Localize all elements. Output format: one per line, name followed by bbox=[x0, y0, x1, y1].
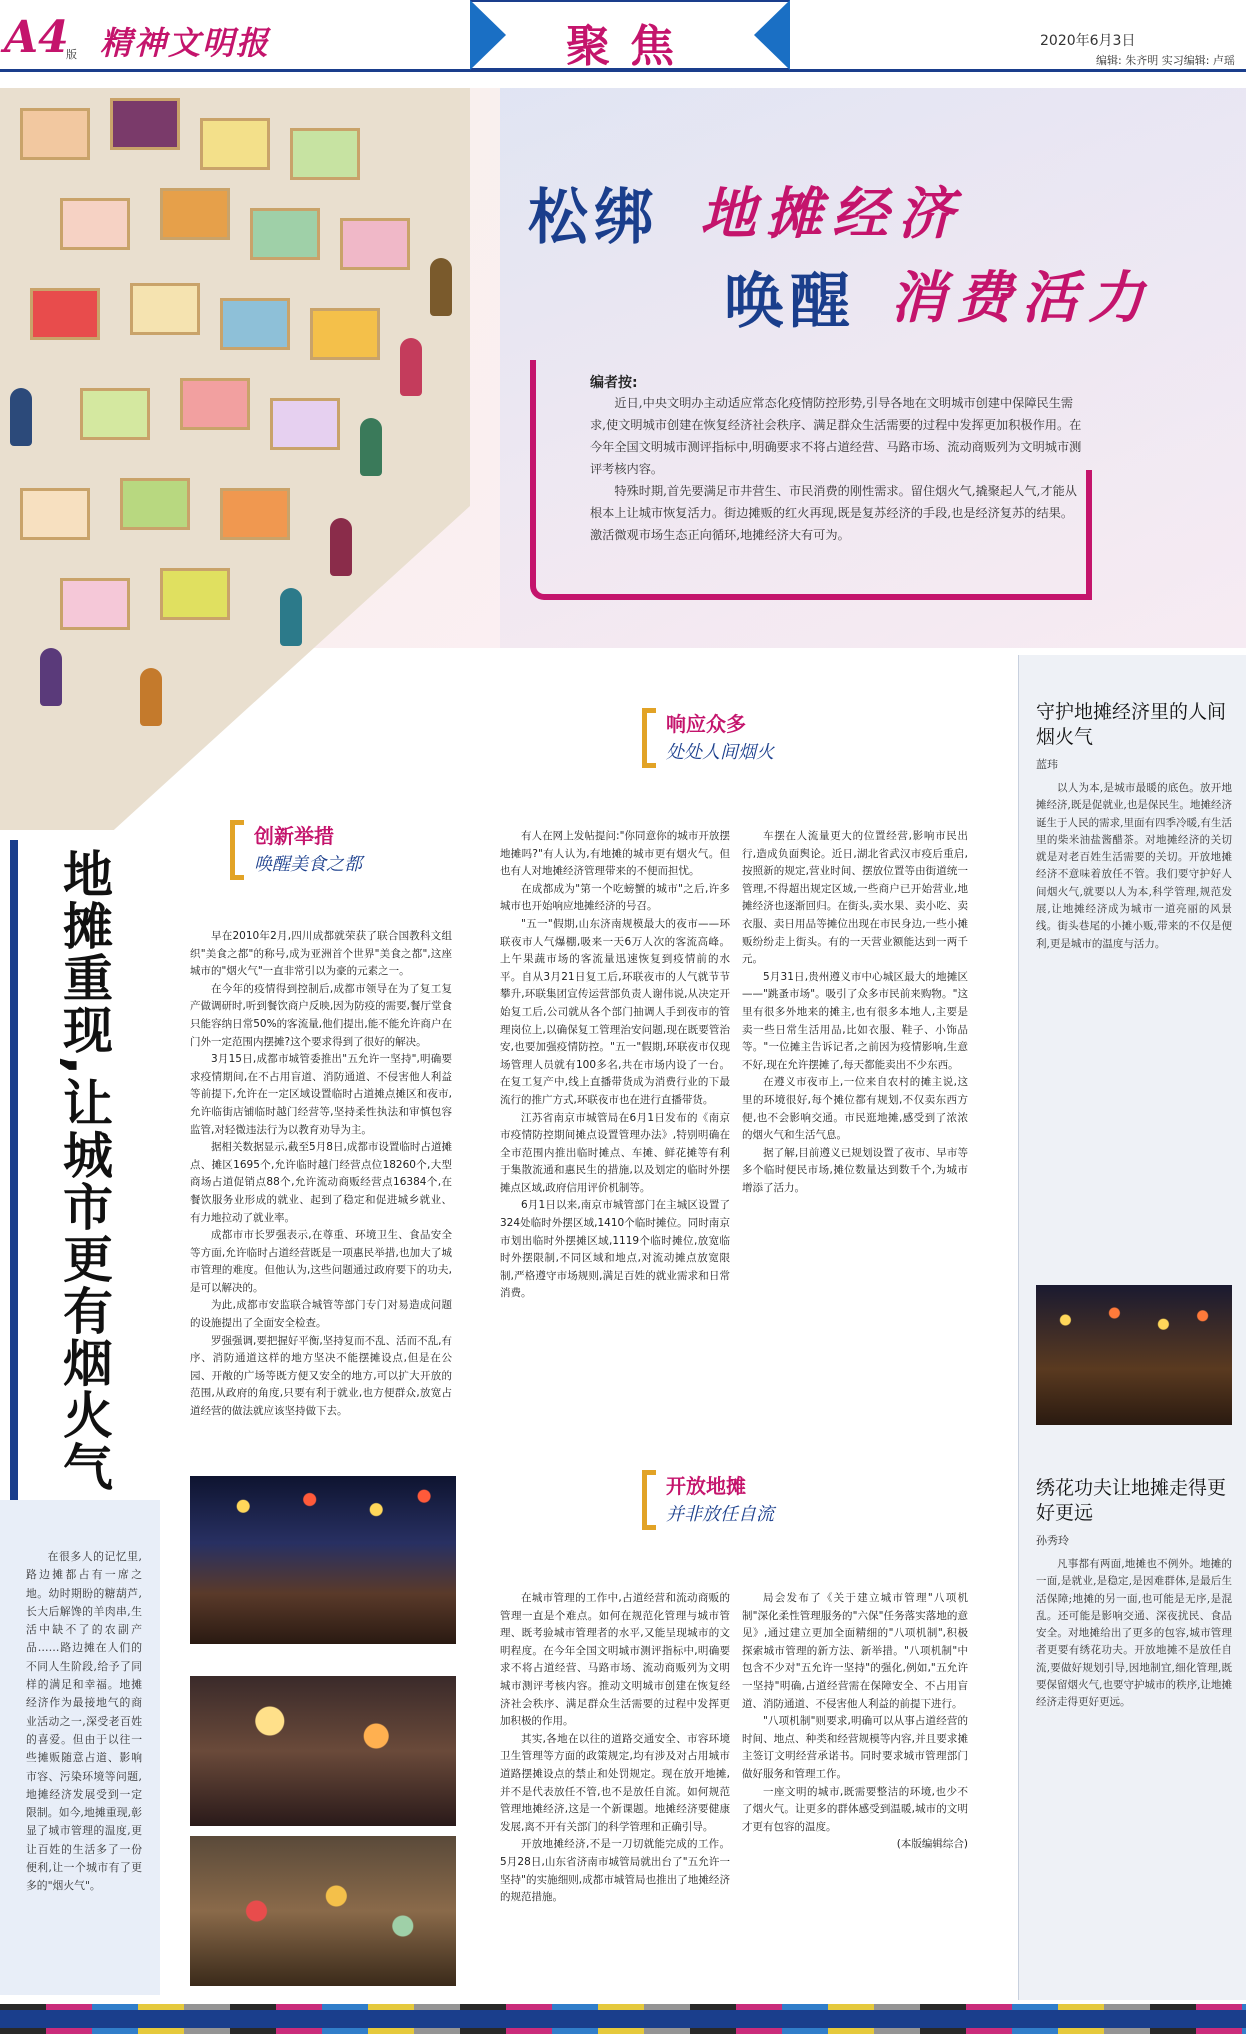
section-left-arrow-icon bbox=[470, 0, 506, 70]
section-title: 响应众多 bbox=[666, 712, 746, 736]
page-number: A4 bbox=[4, 12, 69, 63]
page-suffix: 版 bbox=[66, 48, 77, 61]
section-right-arrow-icon bbox=[754, 0, 790, 70]
article-column-4 bbox=[500, 1590, 730, 1990]
footer-band bbox=[0, 2010, 1246, 2028]
article-paragraph: 在遵义市夜市上,一位来自农村的摊主说,这里的环境很好,每个摊位都有规划,不仅卖东西方便,也不会影响交通。市民逛地摊,感受到了浓浓的烟火气和生活气息。 bbox=[742, 1076, 968, 1142]
article-paragraph: 据了解,目前遵义已规划设置了夜市、早市等多个临时便民市场,摊位数量达到数千个,为城市增添了活力。 bbox=[742, 1146, 968, 1194]
article-column-2 bbox=[500, 828, 730, 1448]
article-byline: (本版编辑综合) bbox=[896, 1838, 968, 1851]
commentary-2-body: 凡事都有两面,地摊也不例外。地摊的一面,是就业,是稳定,是因难群体,是最后生活保障;地摊的另一面,也可能是无序,是混乱。还可能是影响交通、深夜扰民、食品安全。对地摊给出了更多的包容,城市管理者更要有绣花功夫。开放地摊不是放任自流,要做好规划引导,因地制宜,细化管理,既要保留烟火气,也要守护城市的秩序,让地摊经济走得更好更远。 bbox=[1036, 1558, 1232, 1709]
section-title: 开放地摊 bbox=[666, 1474, 746, 1498]
article-paragraph: 据相关数据显示,截至5月8日,成都市设置临时占道摊点、摊区1695个,允许临时越门经营点位18260个,大型商场占道促销点88个,允许流动商贩经营点16384个,在餐饮服务业形成的就业、起到了稳定和促进城乡就业、有力地拉动了就业率。 bbox=[190, 1141, 452, 1224]
issue-date: 2020年6月3日 bbox=[1040, 33, 1136, 49]
section-subtitle: 唤醒美食之都 bbox=[254, 854, 362, 875]
commentary-1-body: 以人为本,是城市最暖的底色。放开地摊经济,既是促就业,也是保民生。地摊经济诞生于人民的需求,里面有四季冷暖,有生活里的柴米油盐酱醋茶。对地摊经济的关切就是对老百姓生活需要的关切。开放地摊经济不意味着放任不管。我们要守护好人间烟火气,就要以人为本,科学管理,规范发展,让地摊经济成为城市一道亮丽的风景线。街头巷尾的小摊小贩,带来的不仅是便利,更是城市的温度与活力。 bbox=[1036, 782, 1232, 950]
main-article-title: 地摊重现,让城市更有烟火气 bbox=[55, 848, 113, 1493]
night-market-photo-2 bbox=[190, 1676, 456, 1826]
section-bracket-icon bbox=[230, 820, 244, 880]
article-paragraph: 6月1日以来,南京市城管部门在主城区设置了324处临时外摆区域,1410个临时摊位。同时南京市划出临时外摆摊区域,1119个临时摊位,放宽临时外摆限制,不同区域和地点,对流动摊点放宽限制,严格遵守市场规则,满足百姓的就业需求和日常消费。 bbox=[500, 1199, 730, 1300]
commentary-2-title: 绣花功夫让地摊走得更好更远 bbox=[1036, 1477, 1227, 1524]
article-paragraph: 在今年的疫情得到控制后,成都市领导在为了复工复产做调研时,听到餐饮商户反映,因为防疫的需要,餐厅堂食只能容纳日常50%的客流量,他们提出,能不能允许商户在门外一定范围内摆摊?这个要求得到了很好的解决。 bbox=[190, 982, 452, 1048]
article-paragraph: "五一"假期,山东济南规模最大的夜市——环联夜市人气爆棚,吸来一天6万人次的客流高峰。上午果蔬市场的客流量迅速恢复到疫情前的水平。自从3月21日复工后,环联夜市的人气就节节攀升,环联集团宣传运营部负责人谢伟说,从决定开始复工后,公司就从各个部门抽调人手到夜市的管理岗位上,以确保复工管理治安问题,现在既要管治安,也要加强疫情防控。"五一"假期,环联夜市仅现场管理人员就有100多名,共在市场内设了一台。在复工复产中,线上直播带货成为消费行业的下最流行的推广方式,环联夜市也在进行直播带货。 bbox=[500, 917, 730, 1106]
section-name: 聚焦 bbox=[566, 21, 694, 72]
article-paragraph: 在成都成为"第一个吃螃蟹的城市"之后,许多城市也开始响应地摊经济的号召。 bbox=[500, 882, 730, 913]
section-bracket-icon bbox=[642, 708, 656, 768]
fruit-stall-photo bbox=[190, 1836, 456, 1986]
editor-note-paragraph: 特殊时期,首先要满足市井营生、市民消费的刚性需求。留住烟火气,撬聚起人气,才能从根本上让城市恢复活力。街边摊贩的红火再现,既是复苏经济的手段,也是经济复苏的结果。激活微观市场生态正向循环,地摊经济大有可为。 bbox=[590, 484, 1077, 542]
night-market-photo-1 bbox=[190, 1476, 456, 1644]
commentary-2-author: 孙秀玲 bbox=[1036, 1534, 1069, 1547]
headline-line1-tail: 地摊经济 bbox=[700, 181, 964, 247]
commentary-1-author: 蓝玮 bbox=[1036, 758, 1058, 771]
article-paragraph: 有人在网上发帖提问:"你同意你的城市开放摆地摊吗?"有人认为,有地摊的城市更有烟火气。但也有人对地摊经济管理带来的不便而担忧。 bbox=[500, 830, 730, 878]
article-paragraph: 局会发布了《关于建立城市管理"八项机制"深化柔性管理服务的"六保"任务落实落地的意见》,通过建立更加全面精细的"八项机制",积极探索城市管理的新方法、新举措。"八项机制"中包含不少对"五允许一坚持"的强化,例如,"五允许一坚持"明确,占道经营需在保障安全、不占用盲道、消防通道、不侵害他人利益的前提下进行。 bbox=[742, 1592, 968, 1710]
commentary-1-title: 守护地摊经济里的人间烟火气 bbox=[1036, 701, 1227, 748]
article-paragraph: "八项机制"则要求,明确可以从事占道经营的时间、地点、种类和经营规模等内容,并且要求摊主签订文明经营承诺书。同时要求城市管理部门做好服务和管理工作。 bbox=[742, 1715, 968, 1780]
headline-line2-tail: 消费活力 bbox=[890, 265, 1154, 331]
headline-line2-lead: 唤醒 bbox=[724, 267, 856, 337]
section-subtitle: 处处人间烟火 bbox=[666, 742, 774, 763]
editor-note-paragraph: 近日,中央文明办主动适应常态化疫情防控形势,引导各地在文明城市创建中保障民生需求,使文明城市创建在恢复经济社会秩序、满足群众生活需要的过程中发挥更加积极作用。在今年全国文明城市测评指标中,明确要求不将占道经营、马路市场、流动商贩列为文明城市测评考核内容。 bbox=[590, 396, 1082, 476]
article-paragraph: 为此,成都市安监联合城管等部门专门对易造成问题的设施提出了全面安全检查。 bbox=[190, 1299, 452, 1330]
editor-note-label: 编者按: bbox=[590, 375, 638, 391]
article-paragraph: 开放地摊经济,不是一刀切就能完成的工作。5月28日,山东省济南市城管局就出台了"五允许一坚持"的实施细则,成都市城管局也推出了地摊经济的规范措施。 bbox=[500, 1838, 730, 1904]
newspaper-name: 精神文明报 bbox=[100, 24, 271, 62]
section-bracket-icon bbox=[642, 1470, 656, 1530]
market-illustration bbox=[0, 88, 470, 848]
article-paragraph: 其实,各地在以往的道路交通安全、市容环境卫生管理等方面的政策规定,均有涉及对占用城市道路摆摊设点的禁止和处罚规定。现在放开地摊,并不是代表放任不管,也不是放任自流。如何规范管理地摊经济,这是一个新课题。地摊经济要健康发展,离不开有关部门的科学管理和正确引导。 bbox=[500, 1732, 730, 1833]
article-column-1 bbox=[190, 928, 452, 1448]
section-title: 创新举措 bbox=[254, 824, 334, 848]
article-paragraph: 3月15日,成都市城管委推出"五允许一坚持",明确要求疫情期间,在不占用盲道、消防通道、不侵害他人利益等前提下,允许在一定区域设置临时占道摊点摊区和夜市,允许临街店铺临时越门经营等,坚持柔性执法和审慎包容监管,对轻微违法行为以教育劝导为主。 bbox=[190, 1053, 452, 1136]
article-paragraph: 一座文明的城市,既需要整洁的环境,也少不了烟火气。让更多的群体感受到温暖,城市的文明才更有包容的温度。 bbox=[742, 1785, 968, 1833]
night-street-photo bbox=[1036, 1285, 1232, 1425]
article-paragraph: 在城市管理的工作中,占道经营和流动商贩的管理一直是个难点。如何在规范化管理与城市管理、既考验城市管理者的水平,又能呈现城市的文明程度。在今年全国文明城市测评指标中,明确要求不将占道经营、马路市场、流动商贩列为文明城市测评考核内容。推动文明城市创建在恢复经济社会秩序、满足群众生活需要的过程中发挥更加积极的作用。 bbox=[500, 1592, 730, 1728]
article-paragraph: 早在2010年2月,四川成都就荣获了联合国教科文组织"美食之都"的称号,成为亚洲首个世界"美食之都",这座城市的"烟火气"一直非常引以为豪的元素之一。 bbox=[190, 930, 452, 978]
editor-note-body bbox=[590, 392, 1084, 546]
section-subtitle: 并非放任自流 bbox=[666, 1504, 774, 1525]
vertical-title-bar bbox=[10, 840, 18, 1500]
article-paragraph: 江苏省南京市城管局在6月1日发布的《南京市疫情防控期间摊点设置管理办法》,特别明确在全市范围内推出临时摊点、车摊、鲜花摊等有利于集散流通和惠民生的措施,以及划定的临时外摆摊点区域,政府信用评价机制等。 bbox=[500, 1111, 730, 1194]
article-column-5 bbox=[742, 1590, 968, 1990]
lead-sidebar-text: 在很多人的记忆里,路边摊都占有一席之地。幼时期盼的糖葫芦,长大后解馋的羊肉串,生活中缺不了的农副产品……路边摊在人们的不同人生阶段,给予了同样的满足和幸福。地摊经济作为最接地气的商业活动之一,深受老百姓的喜爱。但由于以往一些摊贩随意占道、影响市容、污染环境等问题,地摊经济发展受到一定限制。如今,地摊重现,彰显了城市管理的温度,更让百姓的生活多了一份便利,让一个城市有了更多的"烟火气"。 bbox=[26, 1550, 142, 1893]
editor-note-frame-edge bbox=[1086, 470, 1092, 600]
article-paragraph: 5月31日,贵州遵义市中心城区最大的地摊区——"跳蚤市场"。吸引了众多市民前来购物。"这里有很多外地来的摊主,也有很多本地人,主要是卖一些日常生活用品,比如衣服、鞋子、小饰品等。"一位摊主告诉记者,之前因为疫情影响,生意不好,现在允许摆摊了,每天都能卖出不少东西。 bbox=[742, 970, 968, 1071]
article-paragraph: 成都市市长罗强表示,在尊重、环境卫生、食品安全等方面,允许临时占道经营既是一项惠民举措,也加大了城市管理的难度。但他认为,这些问题通过政府要下的功夫,是可以解决的。 bbox=[190, 1229, 452, 1294]
headline-line1-lead: 松绑 bbox=[528, 183, 660, 253]
article-paragraph: 车摆在人流量更大的位置经营,影响市民出行,造成负面舆论。近日,湖北省武汉市疫后重启,按照新的规定,营业时间、摆放位置等由街道统一管理,不得超出规定区域,一些商户已开始营业,地摊经济也逐渐回归。在街头,卖水果、卖小吃、卖衣服、卖日用品等摊位出现在市民身边,一些小摊贩纷纷走上街头。有的一天营业额能达到一两千元。 bbox=[742, 830, 968, 966]
article-column-3 bbox=[742, 828, 968, 1448]
article-paragraph: 罗强强调,要把握好平衡,坚持复而不乱、活而不乱,有序、消防通道这样的地方坚决不能摆摊设点,但是在公园、开敞的广场等既方便又安全的地方,可以扩大开放的范围,从政府的角度,只要有利于就业,也方便群众,放宽占道经营的做法就应该坚持做下去。 bbox=[190, 1334, 452, 1418]
editor-credits: 编辑: 朱齐明 实习编辑: 卢瑶 bbox=[1096, 54, 1235, 67]
